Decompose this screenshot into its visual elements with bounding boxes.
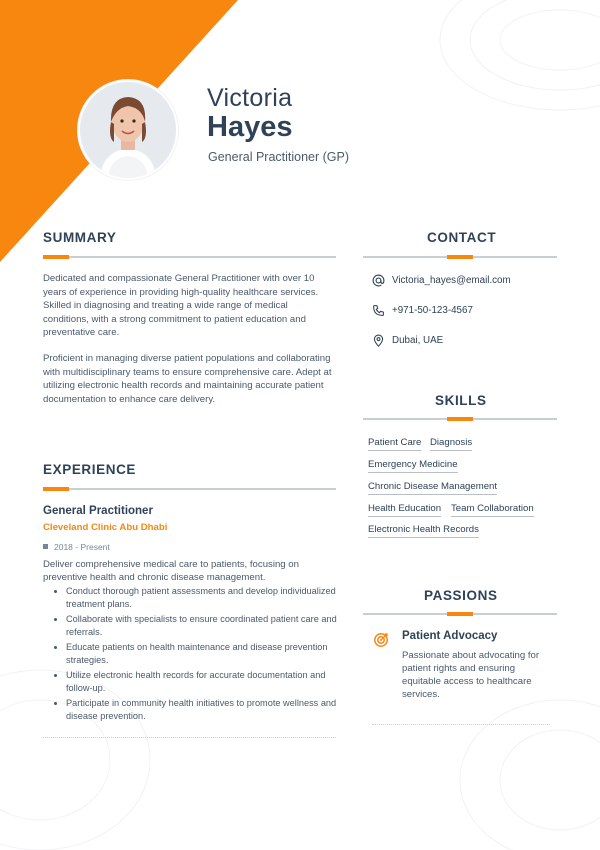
contact-heading: CONTACT: [427, 230, 497, 245]
skill-tag: Health Education: [368, 503, 441, 517]
summary-divider: [43, 256, 336, 258]
summary-paragraph-2: Proficient in managing diverse patient populations and collaborating with multidisciplinary teams to ensure comprehensive care. Adept at utilizing electronic health records and maintaining accurate patient documentation to enhance care delivery.: [43, 353, 332, 405]
passions-heading: PASSIONS: [424, 588, 498, 603]
skill-tag: Emergency Medicine: [368, 459, 458, 473]
job-title: General Practitioner: [43, 505, 153, 517]
skill-tag: Patient Care: [368, 437, 421, 451]
contact-email[interactable]: [370, 272, 511, 288]
summary-heading: SUMMARY: [43, 230, 117, 245]
job-bullet: • Collaborate with specialists to ensure coordinated patient care and referrals.: [66, 613, 354, 638]
location-text: Dubai, UAE: [392, 334, 444, 346]
passion-description: Passionate about advocating for patient rights and ensuring equitable access to healthcare services.: [402, 650, 540, 700]
job-bullets: [52, 585, 354, 725]
job-bullet: • Educate patients on health maintenance and disease prevention strategies.: [66, 641, 354, 666]
summary-paragraph-1: Dedicated and compassionate General Practitioner with over 10 years of experience in providing high-quality healthcare services. Skilled in diagnosing and treating a wide range of medical conditions, with a strong commitment to patient education and preventative care.: [43, 273, 319, 339]
skill-tag: Chronic Disease Management: [368, 481, 497, 495]
skill-tag: Team Collaboration: [451, 503, 534, 517]
skills-accent-bar: [447, 417, 473, 421]
skill-tag: Diagnosis: [430, 437, 472, 451]
date-marker-icon: [43, 544, 48, 549]
experience-accent-bar: [43, 487, 69, 491]
experience-divider: [43, 488, 336, 490]
job-description: Deliver comprehensive medical care to patients, focusing on preventive health and chronic disease management.: [43, 559, 299, 583]
job-dates-text: 2018 - Present: [54, 542, 110, 552]
contact-accent-bar: [447, 255, 473, 259]
passions-accent-bar: [447, 612, 473, 616]
phone-text: +971-50-123-4567: [392, 304, 473, 316]
job-bullet: • Utilize electronic health records for accurate documentation and follow-up.: [66, 669, 354, 694]
skills-heading: SKILLS: [435, 393, 487, 408]
profile-photo: [78, 80, 178, 180]
contact-location: [370, 332, 443, 348]
job-dates: [43, 542, 110, 552]
job-bullet: • Participate in community health initiatives to promote wellness and disease prevention.: [66, 697, 354, 722]
job-role: General Practitioner (GP): [208, 150, 350, 164]
contact-phone[interactable]: [370, 302, 473, 318]
target-icon: [373, 632, 389, 648]
passions-end-divider: [372, 724, 550, 725]
experience-heading: EXPERIENCE: [43, 462, 137, 477]
location-pin-icon: [370, 332, 386, 348]
company-name: Cleveland Clinic Abu Dhabi: [43, 522, 168, 533]
phone-icon: [370, 302, 386, 318]
email-text: Victoria_hayes@email.com: [392, 274, 511, 286]
experience-end-divider: [43, 737, 336, 738]
first-name: Victoria: [207, 84, 293, 112]
skill-tag: Electronic Health Records: [368, 524, 479, 538]
job-bullet: • Conduct thorough patient assessments and develop individualized treatment plans.: [66, 585, 354, 610]
summary-accent-bar: [43, 255, 69, 259]
last-name: Hayes: [207, 111, 293, 143]
passion-title: Patient Advocacy: [402, 630, 498, 642]
at-icon: [370, 272, 386, 288]
